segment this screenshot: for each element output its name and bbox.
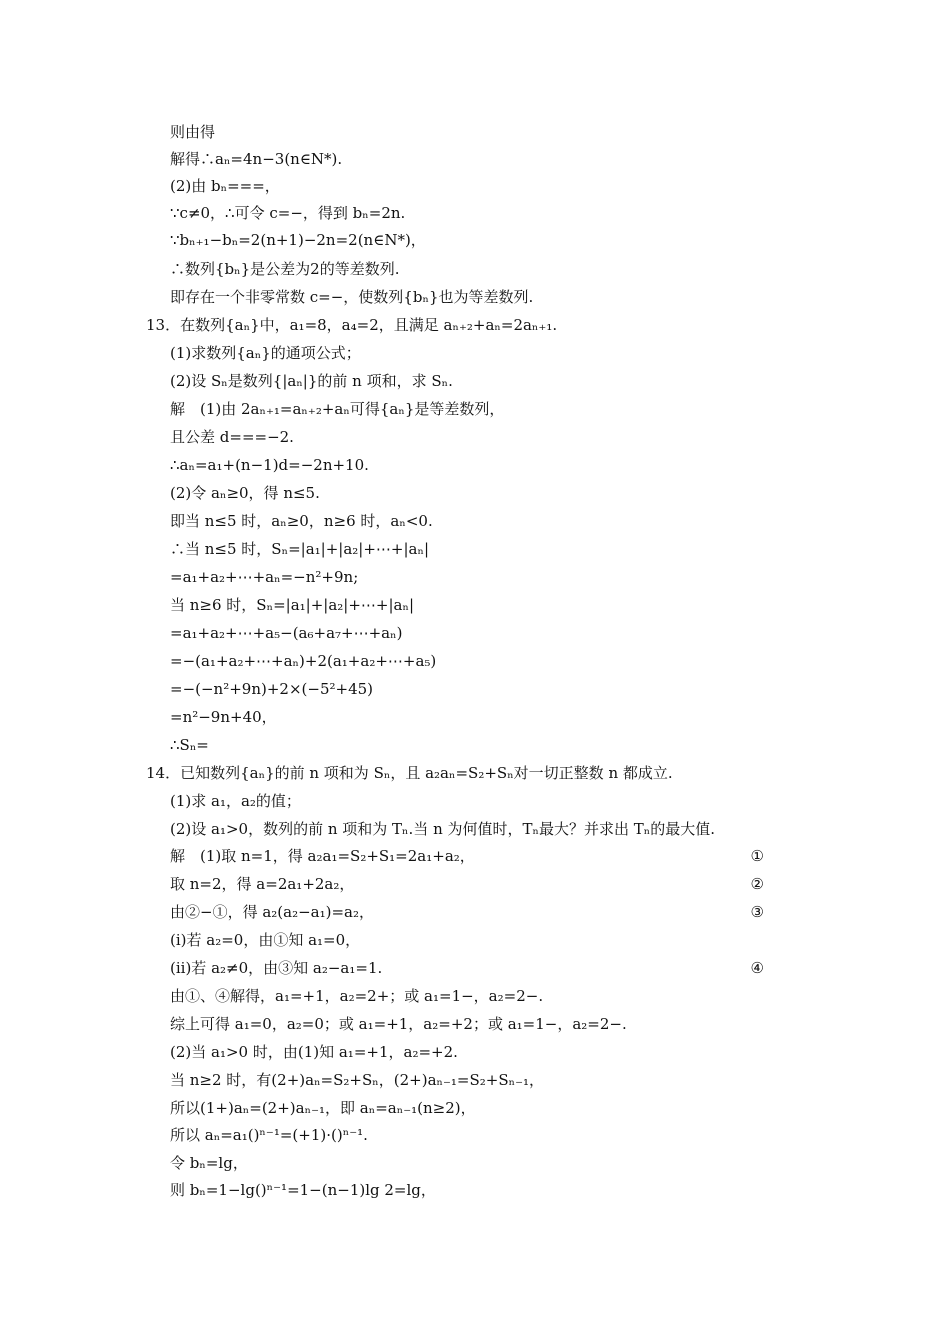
line-text: ∴aₙ=a₁+(n−1)d=−2n+10. <box>170 456 369 474</box>
text-line <box>170 1150 780 1176</box>
line-text: (2)设 Sₙ是数列{|aₙ|}的前 n 项和，求 Sₙ. <box>170 372 453 390</box>
line-text: 则由得 <box>170 123 216 141</box>
text-line <box>170 284 780 310</box>
text-line <box>170 1177 780 1203</box>
text-line <box>170 173 780 199</box>
text-line <box>170 927 780 953</box>
line-text: 当 n≥2 时，有(2+)aₙ=S₂+Sₙ，(2+)aₙ₋₁=S₂+Sₙ₋₁， <box>170 1071 545 1089</box>
text-line <box>170 788 780 814</box>
text-line <box>170 564 780 590</box>
line-text: 14．已知数列{aₙ}的前 n 项和为 Sₙ，且 a₂aₙ=S₂+Sₙ对一切正整数 n 都成立. <box>146 764 673 782</box>
equation-marker: ① <box>750 847 764 865</box>
line-text: =n²−9n+40， <box>170 708 277 726</box>
text-line <box>170 146 780 172</box>
line-text: 解 (1)由 2aₙ₊₁=aₙ₊₂+aₙ可得{aₙ}是等差数列， <box>170 400 505 418</box>
text-line <box>170 899 780 925</box>
text-line <box>170 1039 780 1065</box>
text-line <box>170 119 780 145</box>
line-text: 所以 aₙ=a₁()ⁿ⁻¹=(+1)·()ⁿ⁻¹. <box>170 1126 368 1144</box>
text-line <box>170 620 780 646</box>
line-text: =a₁+a₂+⋯+aₙ=−n²+9n; <box>170 568 359 586</box>
line-text: 解得∴aₙ=4n−3(n∈N*). <box>170 150 343 168</box>
line-text: 取 n=2，得 a=2a₁+2a₂， <box>170 875 355 893</box>
line-text: (1)求数列{aₙ}的通项公式； <box>170 344 361 362</box>
line-text: ∴Sₙ= <box>170 736 209 754</box>
problem-13-line <box>146 312 780 338</box>
line-text: ∵bₙ₊₁−bₙ=2(n+1)−2n=2(n∈N*)， <box>170 231 426 249</box>
text-line <box>170 676 780 702</box>
text-line <box>170 704 780 730</box>
text-line <box>170 480 780 506</box>
line-text: (2)设 a₁>0，数列的前 n 项和为 Tₙ.当 n 为何值时，Tₙ最大？并求出 Tₙ的最大值. <box>170 820 716 838</box>
text-line <box>170 1122 780 1148</box>
equation-marker: ② <box>750 875 764 893</box>
text-line <box>170 1067 780 1093</box>
equation-marker: ④ <box>750 959 764 977</box>
line-text: 13．在数列{aₙ}中，a₁=8，a₄=2，且满足 aₙ₊₂+aₙ=2aₙ₊₁. <box>146 316 558 334</box>
line-text: (ii)若 a₂≠0，由③知 a₂−a₁=1. <box>170 959 383 977</box>
text-line <box>170 592 780 618</box>
line-text: 且公差 d===−2. <box>170 428 294 446</box>
text-line <box>170 816 780 842</box>
line-text: =−(−n²+9n)+2×(−5²+45) <box>170 680 374 698</box>
line-text: ∴当 n≤5 时，Sₙ=|a₁|+|a₂|+⋯+|aₙ| <box>170 540 430 558</box>
text-line <box>170 396 780 422</box>
equation-marker: ③ <box>750 903 764 921</box>
line-text: (2)当 a₁>0 时，由(1)知 a₁=+1，a₂=+2. <box>170 1043 458 1061</box>
line-text: ∵c≠0，∴可令 c=−，得到 bₙ=2n. <box>170 204 406 222</box>
line-text: 当 n≥6 时，Sₙ=|a₁|+|a₂|+⋯+|aₙ| <box>170 596 415 614</box>
line-text: 由②−①，得 a₂(a₂−a₁)=a₂， <box>170 903 375 921</box>
text-line <box>170 871 780 897</box>
text-line <box>170 1011 780 1037</box>
text-line <box>170 983 780 1009</box>
line-text: 即当 n≤5 时，aₙ≥0，n≥6 时，aₙ<0. <box>170 512 433 530</box>
line-text: (1)求 a₁，a₂的值； <box>170 792 301 810</box>
line-text: (2)由 bₙ===， <box>170 177 280 195</box>
line-text: (2)令 aₙ≥0，得 n≤5. <box>170 484 320 502</box>
text-line <box>170 955 780 981</box>
line-text: 所以(1+)aₙ=(2+)aₙ₋₁，即 aₙ=aₙ₋₁(n≥2)， <box>170 1099 476 1117</box>
text-line <box>170 227 780 253</box>
line-text: 由①、④解得，a₁=+1，a₂=2+；或 a₁=1−，a₂=2−. <box>170 987 544 1005</box>
line-text: 则 bₙ=1−lg()ⁿ⁻¹=1−(n−1)lg 2=lg， <box>170 1181 436 1199</box>
line-text: 令 bₙ=lg， <box>170 1154 248 1172</box>
line-text: 即存在一个非零常数 c=−，使数列{bₙ}也为等差数列. <box>170 288 534 306</box>
line-text: (i)若 a₂=0，由①知 a₁=0， <box>170 931 361 949</box>
text-line <box>170 732 780 758</box>
problem-14-line <box>146 760 780 786</box>
text-line <box>170 368 780 394</box>
text-line <box>170 1095 780 1121</box>
text-line <box>170 508 780 534</box>
line-text: 综上可得 a₁=0，a₂=0；或 a₁=+1，a₂=+2；或 a₁=1−，a₂=2−. <box>170 1015 627 1033</box>
text-line <box>170 452 780 478</box>
line-text: 解 (1)取 n=1，得 a₂a₁=S₂+S₁=2a₁+a₂， <box>170 847 475 865</box>
line-text: ∴数列{bₙ}是公差为2的等差数列. <box>170 260 400 278</box>
text-line <box>170 536 780 562</box>
text-line <box>170 843 780 869</box>
text-line <box>170 424 780 450</box>
text-line <box>170 200 780 226</box>
text-line <box>170 648 780 674</box>
line-text: =a₁+a₂+⋯+a₅−(a₆+a₇+⋯+aₙ) <box>170 624 403 642</box>
text-line <box>170 256 780 282</box>
line-text: =−(a₁+a₂+⋯+aₙ)+2(a₁+a₂+⋯+a₅) <box>170 652 437 670</box>
text-line <box>170 340 780 366</box>
